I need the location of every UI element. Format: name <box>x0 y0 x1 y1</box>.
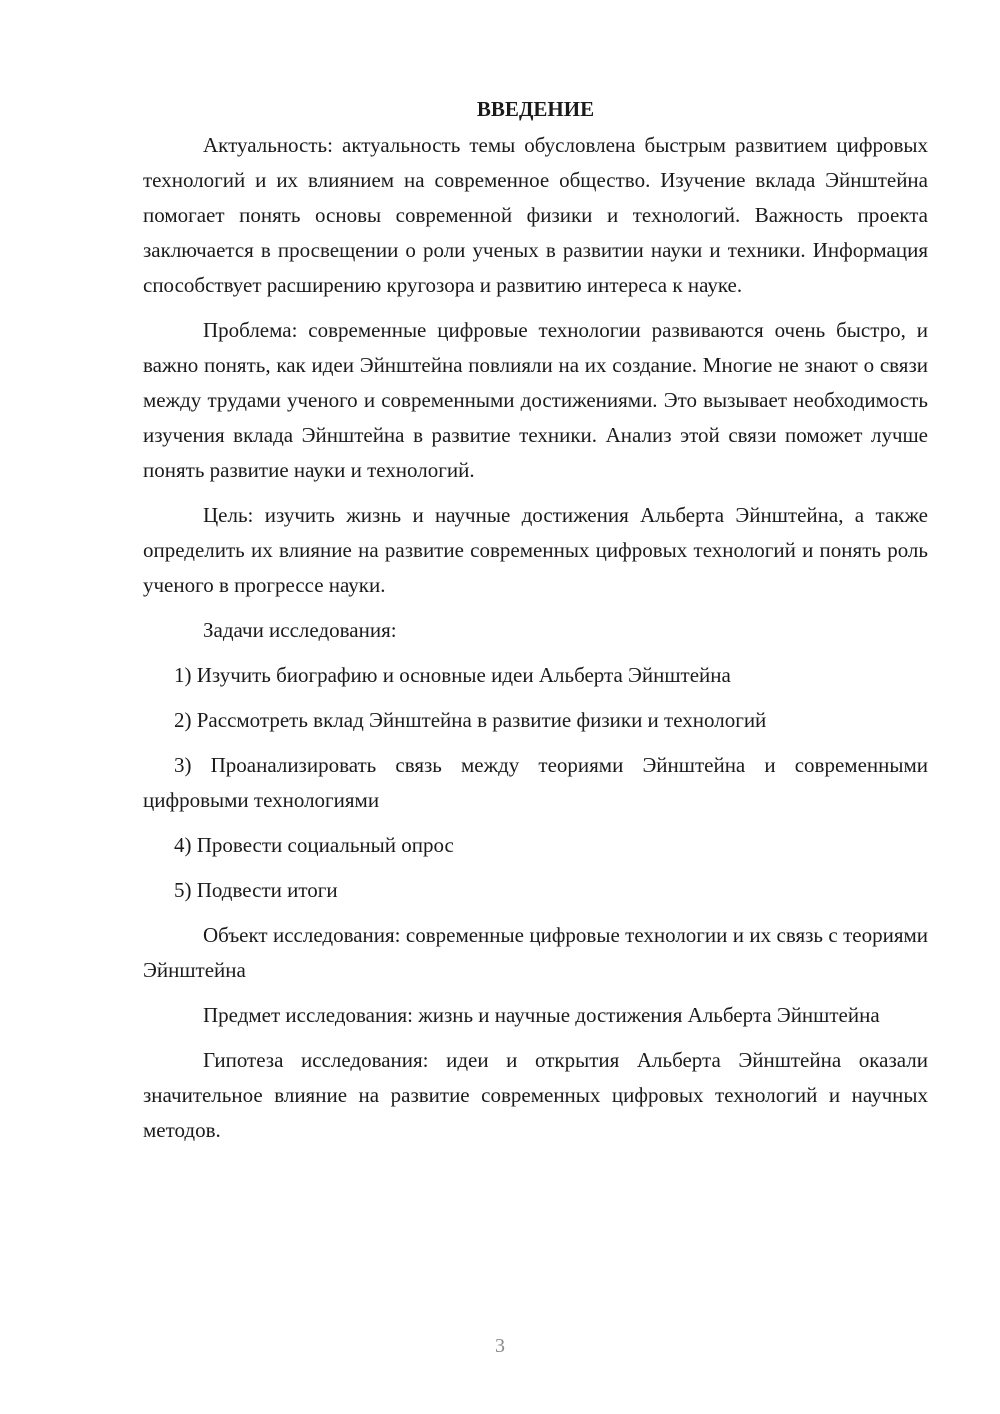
relevance-paragraph: Актуальность: актуальность темы обусловлена быстрым развитием цифровых технологий и их влиянием на современное общество. Изучение вклада Эйнштейна помогает понять основы современной физики и технологий. Важность проекта заключается в просвещении о роли ученых в развитии науки и техники. Информация способствует расширению кругозора и развитию интереса к науке. <box>143 133 928 297</box>
document-page <box>143 92 928 1158</box>
task-item: 2) Рассмотреть вклад Эйнштейна в развитие физики и технологий <box>174 708 767 732</box>
task-item: 3) Проанализировать связь между теориями Эйнштейна и современными цифровыми технологиями <box>143 753 928 812</box>
page-number: 3 <box>495 1335 505 1357</box>
task-item: 4) Провести социальный опрос <box>174 833 454 857</box>
problem-paragraph: Проблема: современные цифровые технологии развиваются очень быстро, и важно понять, как идеи Эйнштейна повлияли на их создание. Многие не знают о связи между трудами ученого и современными достижениями. Это вызывает необходимость изучения вклада Эйнштейна в развитие техники. Анализ этой связи поможет лучше понять развитие науки и технологий. <box>143 318 928 482</box>
section-heading: ВВЕДЕНИЕ <box>476 97 595 121</box>
tasks-title: Задачи исследования: <box>203 618 397 642</box>
object-paragraph: Объект исследования: современные цифровые технологии и их связь с теориями Эйнштейна <box>143 923 928 982</box>
goal-paragraph: Цель: изучить жизнь и научные достижения Альберта Эйнштейна, а также определить их влияние на развитие современных цифровых технологий и понять роль ученого в прогрессе науки. <box>143 503 928 597</box>
task-item: 1) Изучить биографию и основные идеи Альберта Эйнштейна <box>174 663 731 687</box>
subject-paragraph: Предмет исследования: жизнь и научные достижения Альберта Эйнштейна <box>203 1003 880 1027</box>
hypothesis-paragraph: Гипотеза исследования: идеи и открытия Альберта Эйнштейна оказали значительное влияние на развитие современных цифровых технологий и научных методов. <box>143 1048 928 1142</box>
task-item: 5) Подвести итоги <box>174 878 338 902</box>
